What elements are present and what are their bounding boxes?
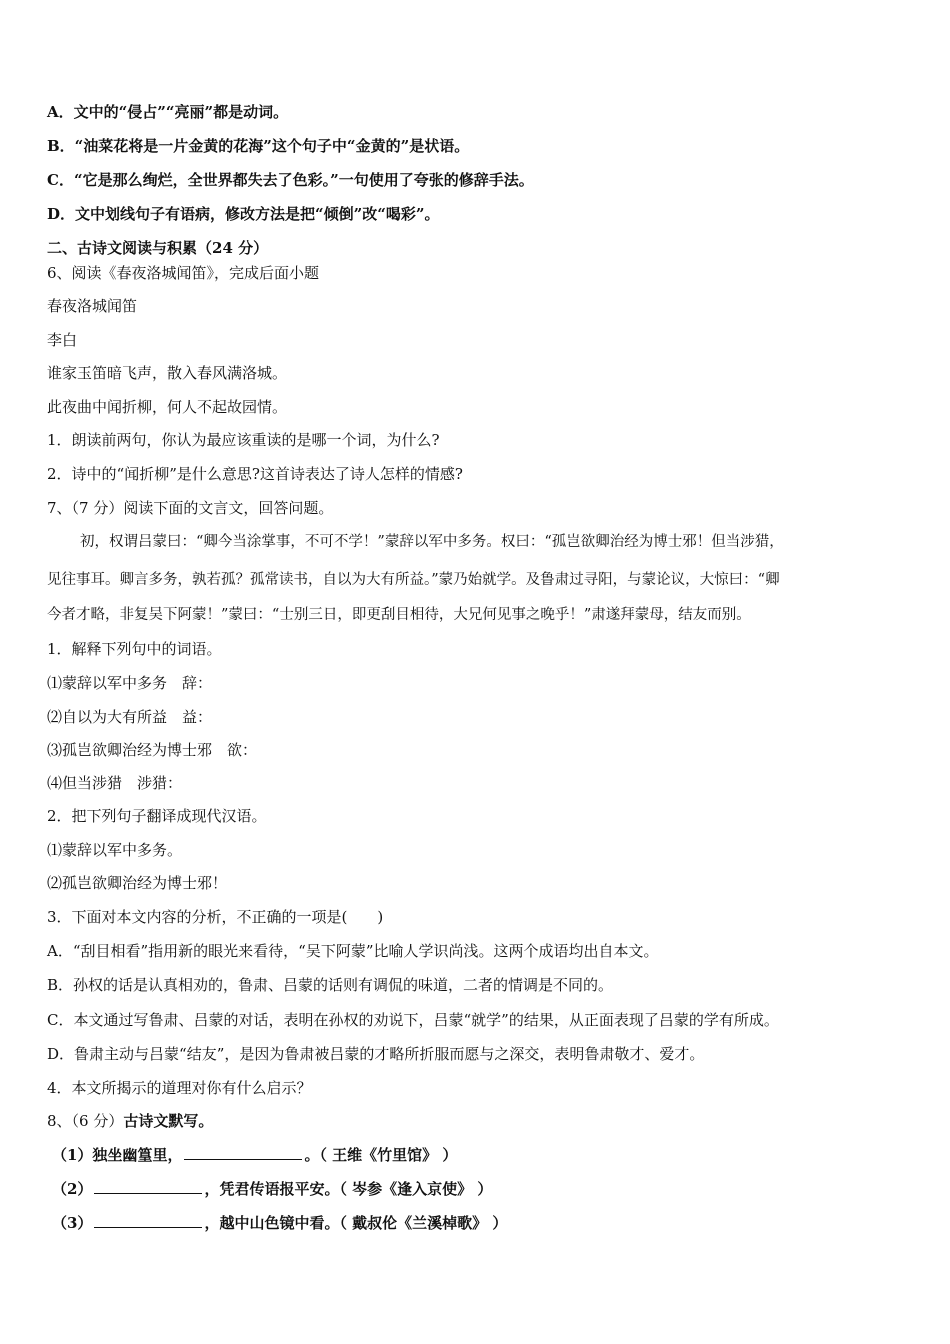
option-a: A．文中的“侵占”“亮丽”都是动词。 — [47, 103, 289, 121]
q6-sub-2: 2．诗中的“闻折柳”是什么意思?这首诗表达了诗人怎样的情感? — [47, 465, 463, 483]
q7-sub-2: 2．把下列句子翻译成现代汉语。 — [47, 807, 267, 825]
answer-blank-3[interactable] — [94, 1213, 202, 1228]
q8-number: 8、（6 分） — [47, 1112, 124, 1130]
q8-line-3-post: ，越中山色镜中看。（ 戴叔伦《兰溪棹歌》 ） — [204, 1214, 508, 1232]
q7-sub-3-a: A．“刮目相看”指用新的眼光来看待，“吴下阿蒙”比喻人学识尚浅。这两个成语均出自本文。 — [47, 942, 659, 960]
q7-sub-3: 3．下面对本文内容的分析，不正确的一项是( ) — [47, 908, 384, 926]
q7-sub-3-d: D．鲁肃主动与吕蒙“结友”，是因为鲁肃被吕蒙的才略所折服而愿与之深交，表明鲁肃敬才、爱才。 — [47, 1045, 705, 1063]
q6-sub-1: 1．朗读前两句，你认为最应该重读的是哪一个词，为什么? — [47, 431, 440, 449]
q7-passage-line-1: 初，权谓吕蒙曰：“卿今当涂掌事，不可不学！”蒙辞以军中多务。权曰：“孤岂欲卿治经为博士邪！但当涉猎， — [80, 534, 784, 550]
poem-line-2: 此夜曲中闻折柳，何人不起故园情。 — [47, 398, 288, 416]
poem-author: 李白 — [47, 331, 78, 349]
q8-line-2 — [52, 1178, 920, 1200]
q8-line-3-pre: （3） — [52, 1214, 93, 1232]
q6-prompt: 6、阅读《春夜洛城闻笛》，完成后面小题 — [47, 264, 320, 282]
q7-passage-line-3: 今者才略，非复吴下阿蒙！”蒙曰：“士别三日，即更刮目相待，大兄何见事之晚乎！”肃遂拜蒙母，结友而别。 — [47, 607, 751, 623]
q8-title: 古诗文默写。 — [123, 1112, 214, 1130]
q7-sub-2-2: ⑵孤岂欲卿治经为博士邪！ — [47, 874, 228, 892]
q7-sub-1: 1．解释下列句中的词语。 — [47, 640, 222, 658]
option-c: C．“它是那么绚烂，全世界都失去了色彩。”一句使用了夸张的修辞手法。 — [47, 171, 534, 189]
q8-line-2-post: ，凭君传语报平安。（ 岑参《逢入京使》 ） — [204, 1180, 493, 1198]
q7-passage-line-2: 见往事耳。卿言多务，孰若孤？孤常读书，自以为大有所益。”蒙乃始就学。及鲁肃过寻阳，与蒙论议，大惊曰：“卿 — [47, 572, 780, 588]
option-b: B．“油菜花将是一片金黄的花海”这个句子中“金黄的”是状语。 — [47, 137, 470, 155]
q7-sub-3-c: C．本文通过写鲁肃、吕蒙的对话，表明在孙权的劝说下，吕蒙“就学”的结果，从正面表现了吕蒙的学有所成。 — [47, 1011, 779, 1029]
q8-line-1 — [52, 1144, 920, 1166]
q8-line-2-pre: （2） — [52, 1180, 93, 1198]
q7-sub-1-3: ⑶孤岂欲卿治经为博士邪 欲： — [47, 741, 258, 759]
q7-sub-1-4: ⑷但当涉猎 涉猎： — [47, 774, 183, 792]
poem-line-1: 谁家玉笛暗飞声，散入春风满洛城。 — [47, 364, 288, 382]
q7-sub-3-b: B．孙权的话是认真相劝的，鲁肃、吕蒙的话则有调侃的味道，二者的情调是不同的。 — [47, 976, 614, 994]
answer-blank-2[interactable] — [94, 1179, 202, 1194]
answer-blank-1[interactable] — [184, 1145, 302, 1160]
q8-line-1-pre: （1）独坐幽篁里， — [52, 1146, 183, 1164]
q7-sub-2-1: ⑴蒙辞以军中多务。 — [47, 841, 183, 859]
q7-prompt: 7、（7 分）阅读下面的文言文，回答问题。 — [47, 499, 334, 517]
q8-line-1-post: 。（ 王维《竹里馆》 ） — [304, 1146, 458, 1164]
q8-line-3 — [52, 1212, 920, 1234]
q7-sub-4: 4．本文所揭示的道理对你有什么启示？ — [47, 1079, 312, 1097]
poem-title: 春夜洛城闻笛 — [47, 297, 138, 315]
q7-sub-1-2: ⑵自以为大有所益 益： — [47, 708, 213, 726]
q8-heading — [47, 1110, 920, 1132]
section-heading: 二、古诗文阅读与积累（24 分） — [47, 239, 269, 257]
option-d: D．文中划线句子有语病，修改方法是把“倾倒”改“喝彩”。 — [47, 205, 440, 223]
q7-sub-1-1: ⑴蒙辞以军中多务 辞： — [47, 674, 213, 692]
